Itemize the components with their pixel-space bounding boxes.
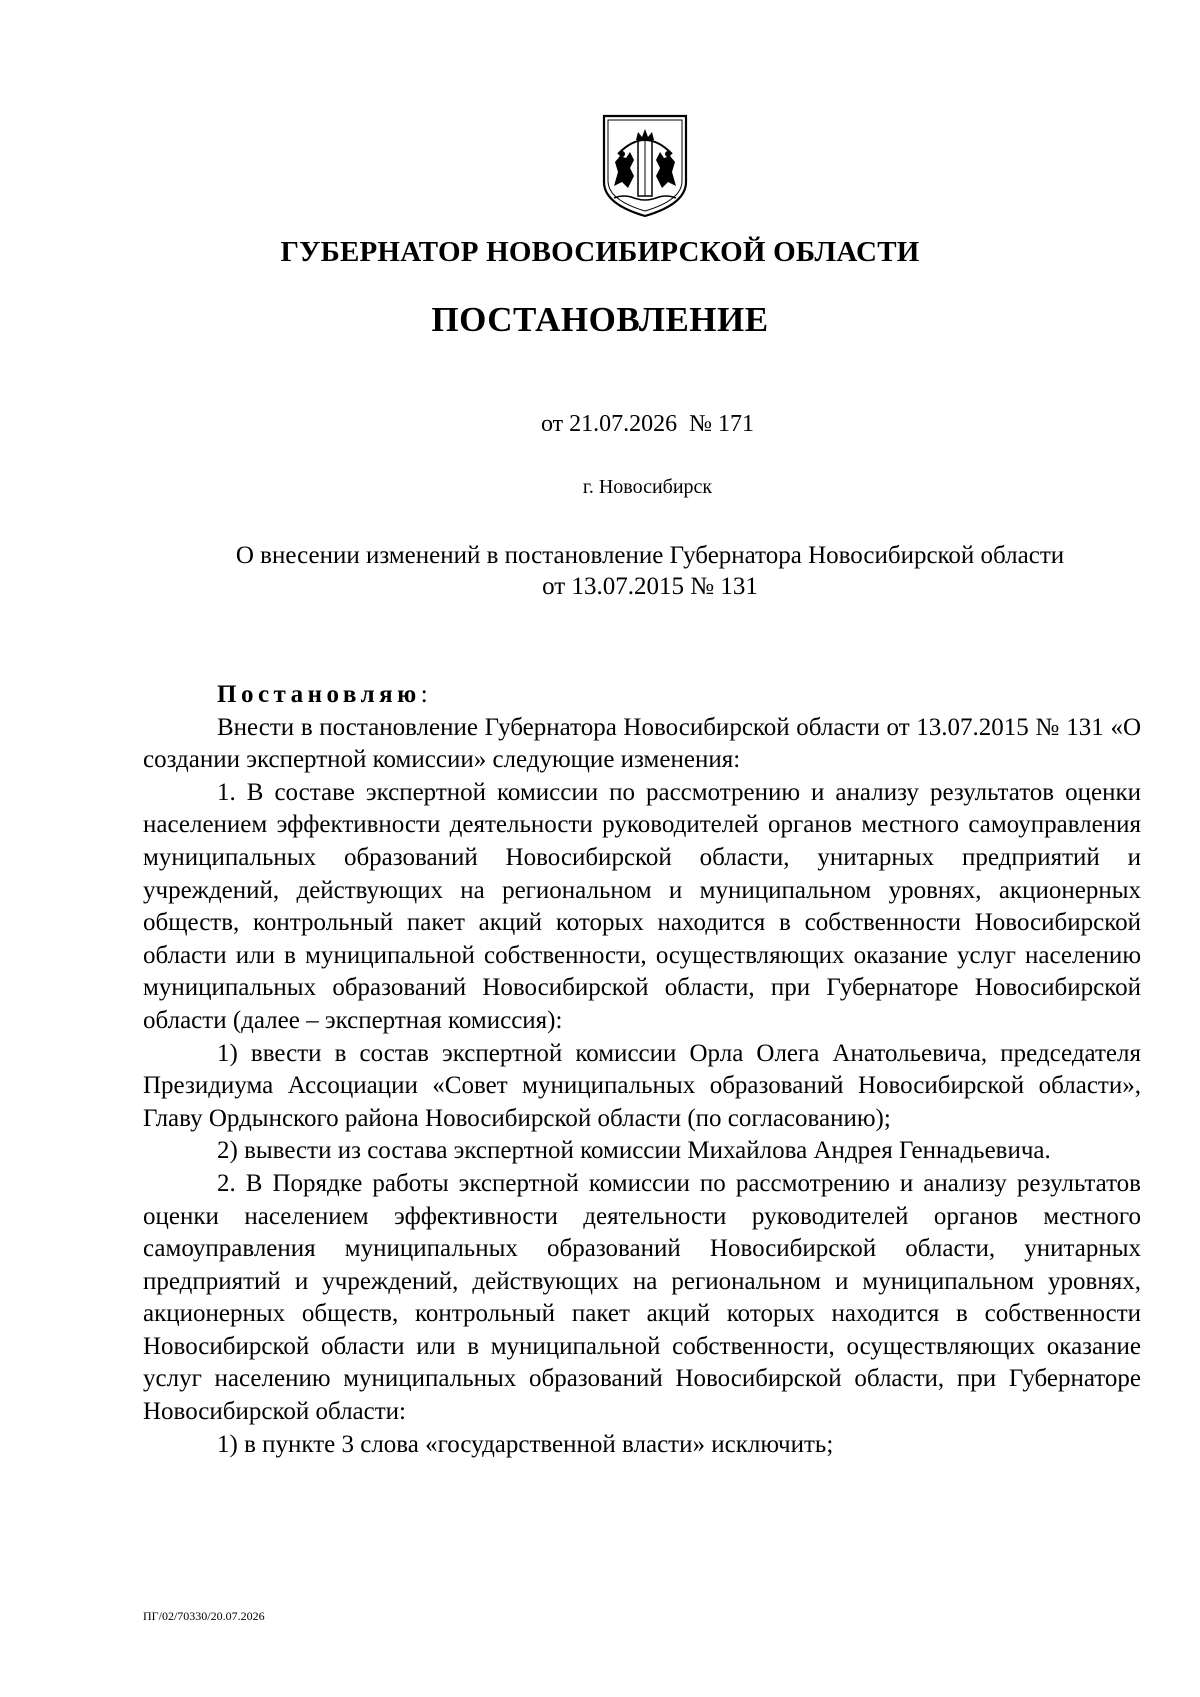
document-registration-code: ПГ/02/70330/20.07.2026 <box>143 1609 265 1623</box>
issuing-authority: ГУБЕРНАТОР НОВОСИБИРСКОЙ ОБЛАСТИ <box>280 236 920 268</box>
subject-line-1: О внесении изменений в постановление Губернатора Новосибирской области <box>235 542 1065 569</box>
coat-of-arms-icon <box>600 112 690 220</box>
document-body <box>143 679 1141 1461</box>
document-type: ПОСТАНОВЛЕНИЕ <box>431 300 769 339</box>
document-date-number: от 21.07.2026 № 171 <box>540 411 755 437</box>
resolve-colon: : <box>420 681 428 708</box>
resolve-paragraph <box>143 679 1141 712</box>
subject-line-2: от 13.07.2015 № 131 <box>542 573 758 600</box>
body-paragraph: 2. В Порядке работы экспертной комиссии по рассмотрению и анализу результатов оценки населением эффективности деятельности руководителей органов местного самоуправления муниципальных образований Новосибирской области, унитарных предприятий и учреждений, действующих на региональном и муниципальном уровнях, акционерных обществ, контрольный пакет акций которых находится в собственности Новосибирской области или в муниципальной собственности, осуществляющих оказание услуг населению муниципальных образований Новосибирской области, при Губернаторе Новосибирской области: <box>143 1169 1141 1426</box>
document-subject <box>150 540 1150 602</box>
body-paragraph: 1. В составе экспертной комиссии по рассмотрению и анализу результатов оценки населением эффективности деятельности руководителей органов местного самоуправления муниципальных образований Новосибирской области, унитарных предприятий и учреждений, действующих на региональном и муниципальном уровнях, акционерных обществ, контрольный пакет акций которых находится в собственности Новосибирской области или в муниципальной собственности, осуществляющих оказание услуг населению муниципальных образований Новосибирской области, при Губернаторе Новосибирской области (далее – экспертная комиссия): <box>143 778 1141 1034</box>
body-paragraph: 1) в пункте 3 слова «государственной власти» исключить; <box>217 1430 834 1458</box>
resolve-word: Постановляю <box>217 681 421 708</box>
document-city: г. Новосибирск <box>582 476 713 498</box>
body-paragraph: 1) ввести в состав экспертной комиссии Орла Олега Анатольевича, председателя Президиума Ассоциации «Совет муниципальных образований Новосибирской области», Главу Ордынского района Новосибирской области (по согласованию); <box>143 1039 1141 1132</box>
body-paragraph: 2) вывести из состава экспертной комиссии Михайлова Андрея Геннадьевича. <box>217 1137 1051 1165</box>
body-paragraph: Внести в постановление Губернатора Новосибирской области от 13.07.2015 № 131 «О создании экспертной комиссии» следующие изменения: <box>143 713 1141 774</box>
